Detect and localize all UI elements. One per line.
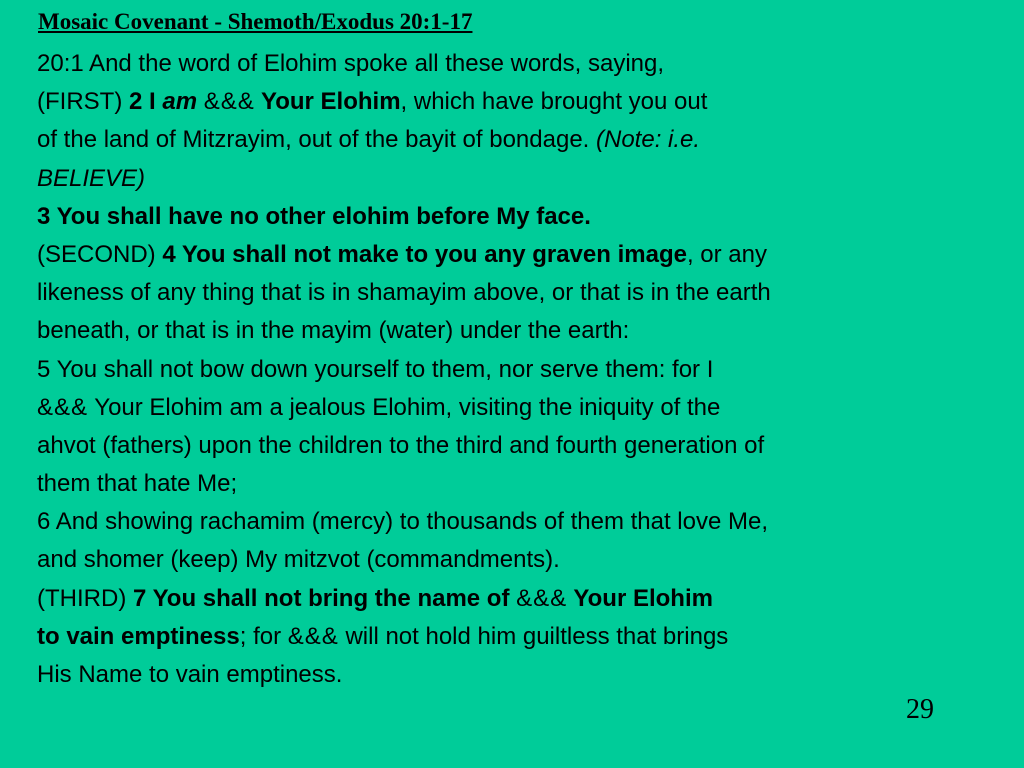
text-segment: 6 And showing rachamim (mercy) to thousands of them that love Me, (37, 508, 769, 536)
text-line (37, 580, 1017, 618)
text-segment: His Name to vain emptiness. (37, 661, 343, 688)
text-line (37, 45, 1017, 83)
text-line (37, 656, 1017, 694)
commandment-label: (SECOND) (37, 240, 163, 268)
text-line (37, 274, 1017, 312)
text-line (37, 351, 1017, 389)
commandment-label: (FIRST) (37, 88, 129, 116)
text-line (37, 312, 1017, 350)
divine-name-glyphs: &&& (37, 393, 89, 421)
text-line (37, 618, 1017, 656)
note-text: BELIEVE) (37, 164, 146, 192)
text-segment: beneath, or that is in the mayim (water) under the earth: (37, 317, 630, 345)
verse-text-bold: Your Elohim (254, 88, 401, 116)
text-line (37, 198, 1017, 236)
text-segment: them that hate Me; (37, 470, 238, 498)
divine-name-glyphs: &&& (516, 584, 568, 612)
text-line (37, 541, 1017, 579)
verse-text-bold: 2 I (128, 88, 163, 116)
text-segment: , or any (686, 240, 767, 268)
text-line (37, 236, 1017, 274)
text-line (37, 389, 1017, 427)
text-segment: 20:1 And the word of Elohim spoke all these words, saying, (37, 50, 665, 77)
verse-text-bold: 7 You shall not bring the name of (132, 584, 517, 612)
divine-name-glyphs: &&& (203, 88, 255, 116)
text-line (37, 160, 1017, 198)
text-line (37, 83, 1017, 121)
verse-text-bold: to vain emptiness (37, 622, 240, 650)
slide-title: Mosaic Covenant - Shemoth/Exodus 20:1-17 (38, 9, 473, 34)
text-segment: will not hold him guiltless that brings (338, 622, 729, 650)
text-segment: Your Elohim am a jealous Elohim, visiting the iniquity of the (88, 393, 721, 421)
text-line (37, 121, 1017, 159)
text-segment (197, 88, 204, 115)
verse-text-bold: 4 You shall not make to you any graven image (162, 240, 687, 268)
verse-text-bold: Your Elohim (567, 584, 713, 612)
text-segment: 5 You shall not bow down yourself to them, nor serve them: for I (37, 355, 714, 383)
verse-text-bold-italic: am (162, 88, 198, 116)
slide-body-text (37, 45, 1017, 694)
text-segment: , which have brought you out (400, 88, 708, 116)
divine-name-glyphs: &&& (287, 622, 339, 650)
commandment-label: (THIRD) (37, 584, 133, 612)
text-segment: of the land of Mitzrayim, out of the bayit of bondage. (37, 126, 596, 154)
text-line (37, 465, 1017, 503)
text-segment: ahvot (fathers) upon the children to the third and fourth generation of (37, 431, 765, 459)
text-line (37, 503, 1017, 541)
text-segment: likeness of any thing that is in shamayim above, or that is in the earth (37, 279, 771, 307)
text-segment: ; for (239, 622, 288, 650)
page-number: 29 (906, 694, 934, 725)
text-segment: and shomer (keep) My mitzvot (commandments). (37, 546, 560, 574)
note-text: (Note: i.e. (596, 126, 701, 154)
verse-text-bold: 3 You shall have no other elohim before My face. (37, 202, 591, 230)
text-line (37, 427, 1017, 465)
